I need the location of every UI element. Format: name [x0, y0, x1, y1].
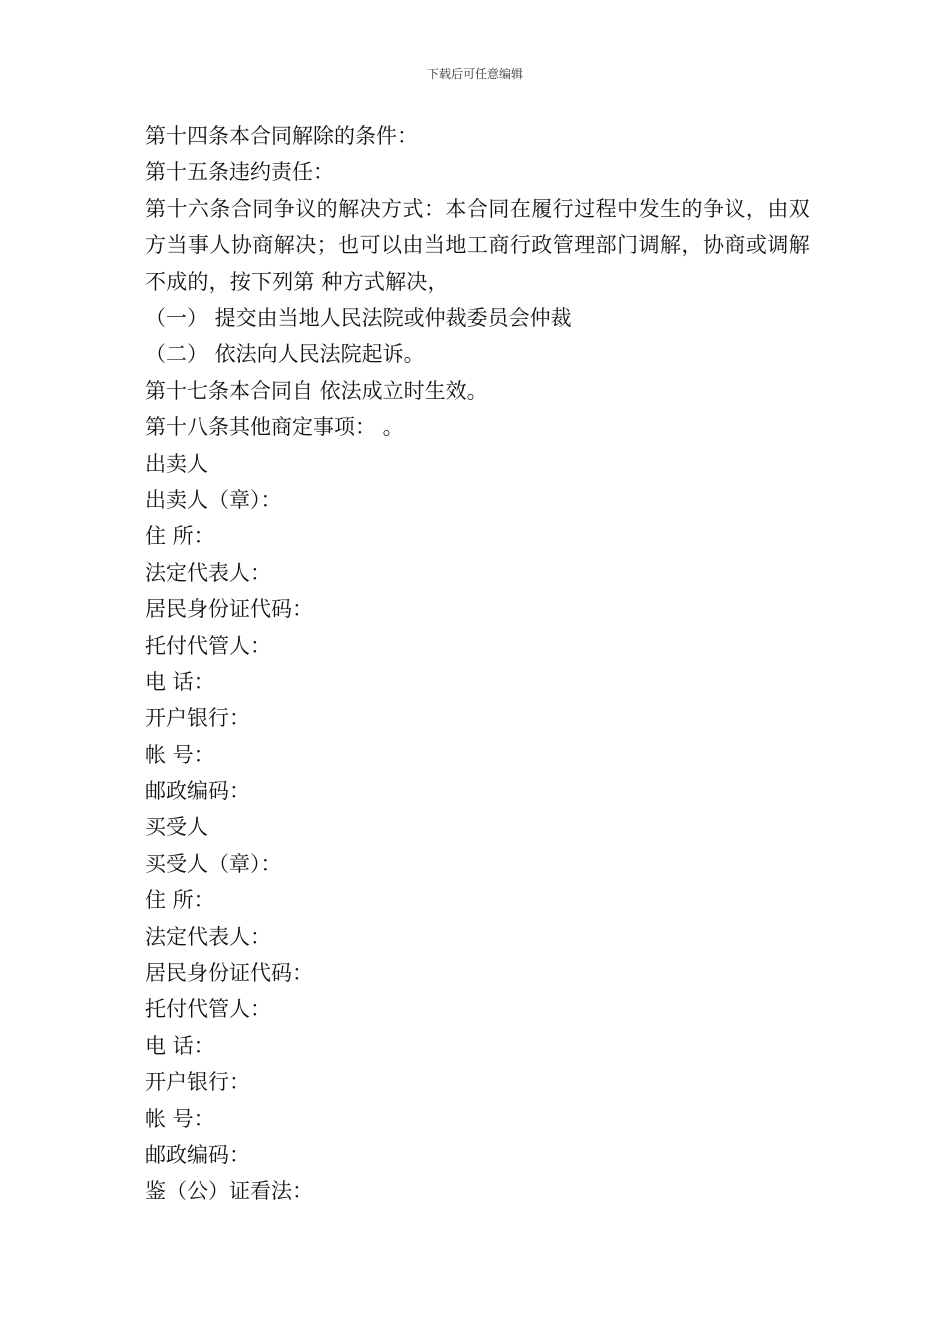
seller-bank-field: 开户银行：: [145, 706, 250, 731]
buyer-agent-field: 托付代管人：: [145, 997, 271, 1022]
buyer-bank-field: 开户银行：: [145, 1070, 250, 1095]
buyer-address-field: 住 所：: [145, 888, 215, 913]
seller-postcode-field: 邮政编码：: [145, 779, 250, 804]
buyer-title: 买受人: [145, 815, 208, 840]
buyer-seal-field: 买受人（章）：: [145, 851, 282, 876]
seller-account-field: 帐 号：: [145, 742, 215, 767]
seller-legal-rep-field: 法定代表人：: [145, 560, 271, 585]
clause-17: 第十七条本合同自 依法成立时生效。: [145, 378, 488, 403]
notary-opinion-field: 鉴（公）证看法：: [145, 1179, 313, 1204]
seller-address-field: 住 所：: [145, 524, 215, 549]
seller-phone-field: 电 话：: [145, 669, 215, 694]
clause-16-option-1: （一） 提交由当地人民法院或仲裁委员会仲裁: [145, 306, 572, 330]
clause-18: 第十八条其他商定事项： 。: [145, 415, 404, 440]
seller-seal-field: 出卖人（章）：: [145, 487, 282, 512]
page-header-note: 下载后可任意编辑: [426, 67, 523, 81]
seller-id-code-field: 居民身份证代码：: [145, 597, 313, 622]
clause-16: 第十六条合同争议的解决方式：本合同在履行过程中发生的争议，由双方当事人协商解决；也可以由当地工商行政管理部门调解，协商或调解不成的，按下列第 种方式解决，: [145, 196, 810, 294]
buyer-postcode-field: 邮政编码：: [145, 1142, 250, 1167]
clause-14: 第十四条本合同解除的条件：: [145, 124, 418, 148]
clause-16-option-2: （二） 依法向人民法院起诉。: [145, 342, 425, 367]
document-body: [145, 118, 810, 1210]
buyer-legal-rep-field: 法定代表人：: [145, 924, 271, 949]
buyer-phone-field: 电 话：: [145, 1033, 215, 1058]
buyer-id-code-field: 居民身份证代码：: [145, 961, 313, 986]
clause-15: 第十五条违约责任：: [145, 160, 334, 185]
seller-agent-field: 托付代管人：: [145, 633, 271, 658]
seller-title: 出卖人: [145, 451, 208, 476]
buyer-account-field: 帐 号：: [145, 1106, 215, 1131]
